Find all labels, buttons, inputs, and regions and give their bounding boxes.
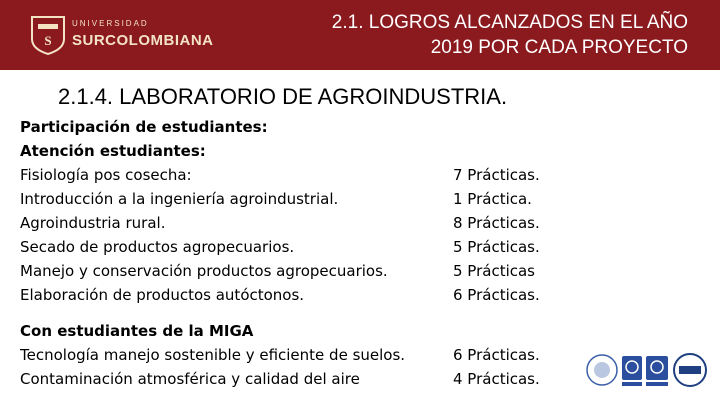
miga-activity-count: 6 Prácticas.	[453, 346, 540, 364]
miga-activity-count: 4 Prácticas.	[453, 370, 540, 388]
activity-count: 1 Práctica.	[453, 190, 532, 208]
participation-label: Participación de estudiantes:	[20, 118, 268, 136]
activity-count: 8 Prácticas.	[453, 214, 540, 232]
slide-header-title: 2.1. LOGROS ALCANZADOS EN EL AÑO 2019 POR CADA PROYECTO	[331, 12, 688, 58]
certification-seal-icon	[587, 355, 617, 385]
university-logo	[30, 13, 214, 59]
activity-count: 5 Prácticas	[453, 262, 536, 280]
logo-name-text: SURCOLOMBIANA	[72, 32, 214, 49]
activity-name: Fisiología pos cosecha:	[20, 166, 192, 184]
activity-name: Agroindustria rural.	[20, 214, 166, 232]
activity-count: 5 Prácticas.	[453, 238, 540, 256]
section-title: 2.1.4. LABORATORIO DE AGROINDUSTRIA.	[58, 84, 508, 109]
header-bar	[0, 0, 720, 70]
icontec-iso-icon	[622, 356, 642, 386]
miga-activity-name: Contaminación atmosférica y calidad del aire	[20, 370, 360, 388]
bureau-veritas-icon	[674, 354, 706, 386]
university-shield-icon	[30, 15, 66, 55]
certification-logos	[586, 350, 708, 390]
logo-university-text: UNIVERSIDAD	[72, 19, 149, 28]
activity-name: Elaboración de productos autóctonos.	[20, 286, 305, 304]
attention-label: Atención estudiantes:	[20, 142, 206, 160]
svg-text:S: S	[44, 33, 52, 48]
activity-name: Introducción a la ingeniería agroindustrial.	[20, 190, 339, 208]
activity-count: 6 Prácticas.	[453, 286, 540, 304]
iqnet-icon	[646, 356, 668, 386]
activity-name: Secado de productos agropecuarios.	[20, 238, 295, 256]
activity-name: Manejo y conservación productos agropecuarios.	[20, 262, 388, 280]
miga-label: Con estudiantes de la MIGA	[20, 322, 254, 340]
activity-count: 7 Prácticas.	[453, 166, 540, 184]
miga-activity-name: Tecnología manejo sostenible y eficiente de suelos.	[20, 346, 406, 364]
